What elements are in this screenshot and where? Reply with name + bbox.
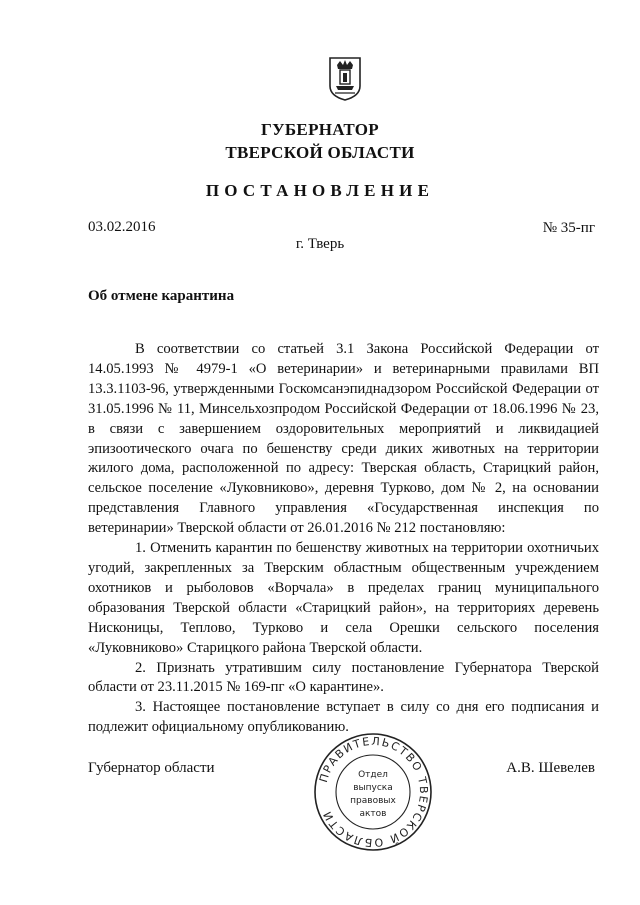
document-subject: Об отмене карантина <box>88 288 235 304</box>
stamp-line: Отдел <box>358 770 388 780</box>
body-paragraph: 1. Отменить карантин по бешенству животных на территории охотничьих угодий, закрепленных за Тверским областным общественным учреждением охотников и рыболовов «Ворчала» в пределах границ муниципального образования Тверской области «Старицкий район», на территориях деревень Нисконицы, Теплово, Турково и села Орешки сельского поселения «Луковниково» Старицкого района Тверской области. <box>88 540 599 656</box>
document-date: 03.02.2016 <box>88 219 156 235</box>
document-number: № 35-пг <box>542 220 595 236</box>
stamp-line: выпуска <box>353 783 393 793</box>
body-paragraph: 3. Настоящее постановление вступает в силу со дня его подписания и подлежит официальному опубликованию. <box>88 699 599 736</box>
official-stamp <box>312 731 434 853</box>
body-paragraph: 2. Признать утратившим силу постановление Губернатора Тверской области от 23.11.2015 № 169-пг «О карантине». <box>88 659 599 696</box>
tver-coat-of-arms-icon <box>328 56 362 102</box>
signer-name: А.В. Шевелев <box>506 760 595 776</box>
stamp-ring-text: ПРАВИТЕЛЬСТВО ТВЕРСКОЙ ОБЛАСТИ <box>316 734 431 850</box>
page-subtitle: ТВЕРСКОЙ ОБЛАСТИ <box>225 143 415 162</box>
stamp-line: актов <box>359 809 387 819</box>
document-city: г. Тверь <box>295 236 345 252</box>
document-body <box>88 340 599 738</box>
signer-title: Губернатор области <box>88 760 215 776</box>
document-type: ПОСТАНОВЛЕНИЕ <box>205 181 435 200</box>
stamp-line: правовых <box>350 796 396 806</box>
body-paragraph: В соответствии со статьей 3.1 Закона Российской Федерации от 14.05.1993 № 4979-1 «О ветеринарии» и ветеринарными правилами ВП 13.3.1103-96, утвержденными Госкомсанэпиднадзором Российской Федерации от 31.05.1996 № 11, Минсельхозпродом Российской Федерации от 18.06.1996 № 23, в связи с завершением оздоровительных мероприятий и ликвидацией эпизоотического очага по бешенству среди диких животных на территории жилого дома, расположенной по адресу: Тверская область, Старицкий район, сельское поселение «Луковниково», деревня Турково, дом № 2, на основании представления Главного управления «Государственная инспекция по ветеринарии» Тверской области от 26.01.2016 № 212 постановляю: <box>88 341 599 537</box>
page-title: ГУБЕРНАТОР <box>261 120 379 139</box>
